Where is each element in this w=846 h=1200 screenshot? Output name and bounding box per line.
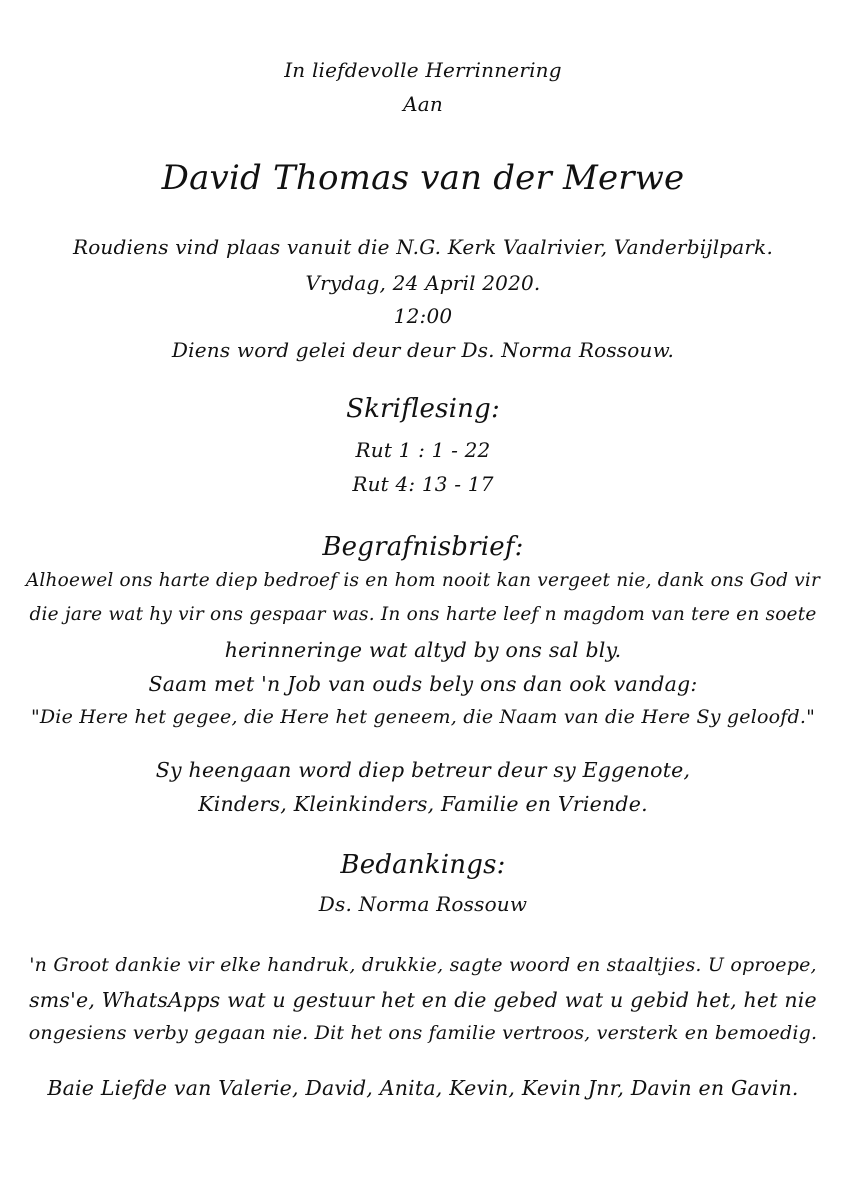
mourners-line-1: Sy heengaan word diep betreur deur sy Eggenote,: [155, 758, 691, 782]
funeral-letter-line-3: herinneringe wat altyd by ons sal bly.: [224, 638, 622, 662]
thanks-name: Ds. Norma Rossouw: [318, 892, 528, 916]
funeral-letter-line-4: Saam met 'n Job van ouds bely ons dan ook vandag:: [148, 672, 698, 696]
thanks-line-3: ongesiens verby gegaan nie. Dit het ons familie vertroos, versterk en bemoedig.: [28, 1022, 818, 1044]
service-officiant: Diens word gelei deur deur Ds. Norma Rossouw.: [171, 338, 675, 362]
scripture-heading: Skriflesing:: [346, 394, 500, 424]
mourners-line-2: Kinders, Kleinkinders, Familie en Vriende.: [198, 792, 648, 816]
funeral-letter-line-5: "Die Here het gegee, die Here het geneem, die Naam van die Here Sy geloofd.": [30, 706, 816, 728]
thanks-line-2: sms'e, WhatsApps wat u gestuur het en die gebed wat u gebid het, het nie: [29, 988, 817, 1012]
thanks-heading: Bedankings:: [340, 850, 506, 880]
thanks-line-1: 'n Groot dankie vir elke handruk, drukkie, sagte woord en staaltjies. U oproepe,: [29, 954, 817, 976]
closing-line: Baie Liefde van Valerie, David, Anita, Kevin, Kevin Jnr, Davin en Gavin.: [47, 1076, 799, 1100]
intro-line-1: In liefdevolle Herrinnering: [284, 58, 562, 82]
scripture-reading-2: Rut 4: 13 - 17: [352, 472, 494, 496]
service-date: Vrydag, 24 April 2020.: [305, 271, 541, 295]
funeral-letter-line-1: Alhoewel ons harte diep bedroef is en hom nooit kan vergeet nie, dank ons God vir: [25, 570, 821, 591]
funeral-letter-line-2: die jare wat hy vir ons gespaar was. In ons harte leef n magdom van tere en soete: [29, 604, 817, 625]
deceased-name: David Thomas van der Merwe: [161, 158, 685, 198]
service-time: 12:00: [393, 304, 453, 328]
scripture-reading-1: Rut 1 : 1 - 22: [355, 438, 491, 462]
intro-line-2: Aan: [403, 92, 443, 116]
service-venue: Roudiens vind plaas vanuit die N.G. Kerk Vaalrivier, Vanderbijlpark.: [72, 235, 774, 259]
funeral-letter-heading: Begrafnisbrief:: [322, 532, 524, 562]
